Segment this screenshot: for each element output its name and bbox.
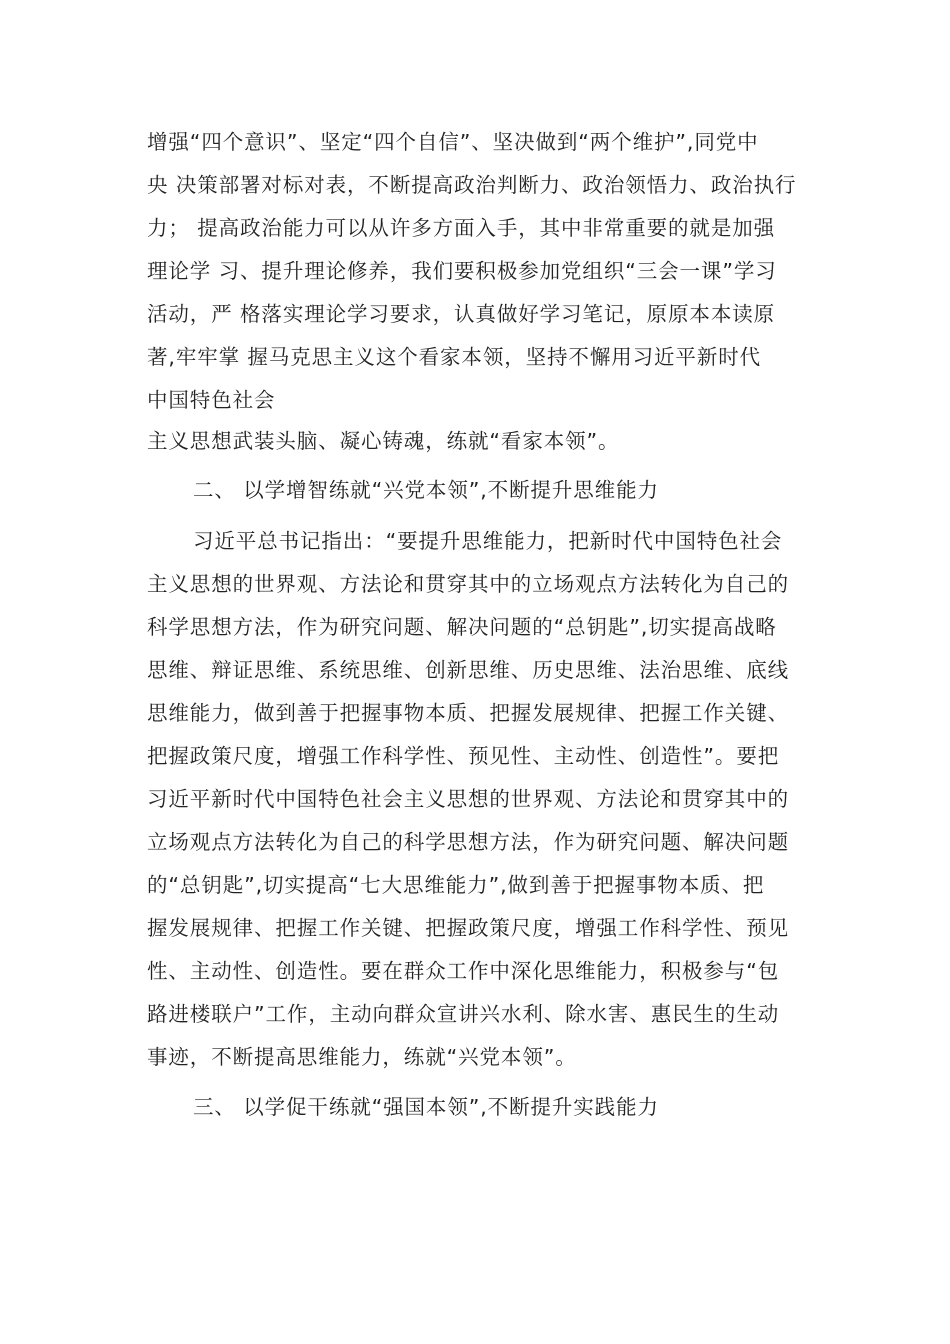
body-line-3: 力； 提高政治能力可以从许多方面入手，其中非常重要的就是加强 [147, 216, 776, 240]
body-line-19: 握发展规律、把握工作关键、把握政策尺度，增强工作科学性、预见 [147, 916, 789, 940]
body-line-16: 习近平新时代中国特色社会主义思想的世界观、方法论和贯穿其中的 [147, 787, 789, 811]
body-line-11: 主义思想的世界观、方法论和贯穿其中的立场观点方法转化为自己的 [147, 572, 789, 596]
body-line-21: 路进楼联户”工作，主动向群众宣讲兴水利、除水害、惠民生的生动 [147, 1002, 780, 1026]
body-line-14: 思维能力，做到善于把握事物本质、把握发展规律、把握工作关键、 [147, 701, 789, 725]
body-line-12: 科学思想方法，作为研究问题、解决问题的“总钥匙”,切实提高战略 [147, 615, 777, 639]
body-line-13: 思维、辩证思维、系统思维、创新思维、历史思维、法治思维、底线 [147, 658, 789, 682]
body-line-1: 增强“四个意识”、坚定“四个自信”、坚决做到“两个维护”,同党中 [147, 130, 759, 154]
body-line-17: 立场观点方法转化为自己的科学思想方法，作为研究问题、解决问题 [147, 830, 789, 854]
body-line-15: 把握政策尺度，增强工作科学性、预见性、主动性、创造性”。要把 [147, 744, 780, 768]
body-line-4: 理论学 习、提升理论修养，我们要积极参加党组织“三会一课”学习 [147, 259, 777, 283]
body-line-6: 著,牢牢掌 握马克思主义这个看家本领，坚持不懈用习近平新时代 [147, 345, 762, 369]
body-line-10: 习近平总书记指出：“要提升思维能力，把新时代中国特色社会 [193, 529, 783, 553]
body-line-2: 央 决策部署对标对表，不断提高政治判断力、政治领悟力、政治执行 [147, 173, 797, 197]
body-line-18: 的“总钥匙”,切实提高“七大思维能力”,做到善于把握事物本质、把 [147, 873, 765, 897]
body-line-8: 主义思想武装头脑、凝心铸魂，练就“看家本领”。 [147, 429, 620, 453]
body-line-5: 活动，严 格落实理论学习要求，认真做好学习笔记，原原本本读原 [147, 302, 776, 326]
body-line-22: 事迹，不断提高思维能力，练就“兴党本领”。 [147, 1045, 577, 1069]
body-line-20: 性、主动性、创造性。要在群众工作中深化思维能力，积极参与“包 [147, 959, 780, 983]
section-heading-2: 二、 以学增智练就“兴党本领”,不断提升思维能力 [193, 478, 659, 502]
section-heading-3: 三、 以学促干练就“强国本领”,不断提升实践能力 [193, 1095, 659, 1119]
body-line-7: 中国特色社会 [147, 388, 276, 412]
